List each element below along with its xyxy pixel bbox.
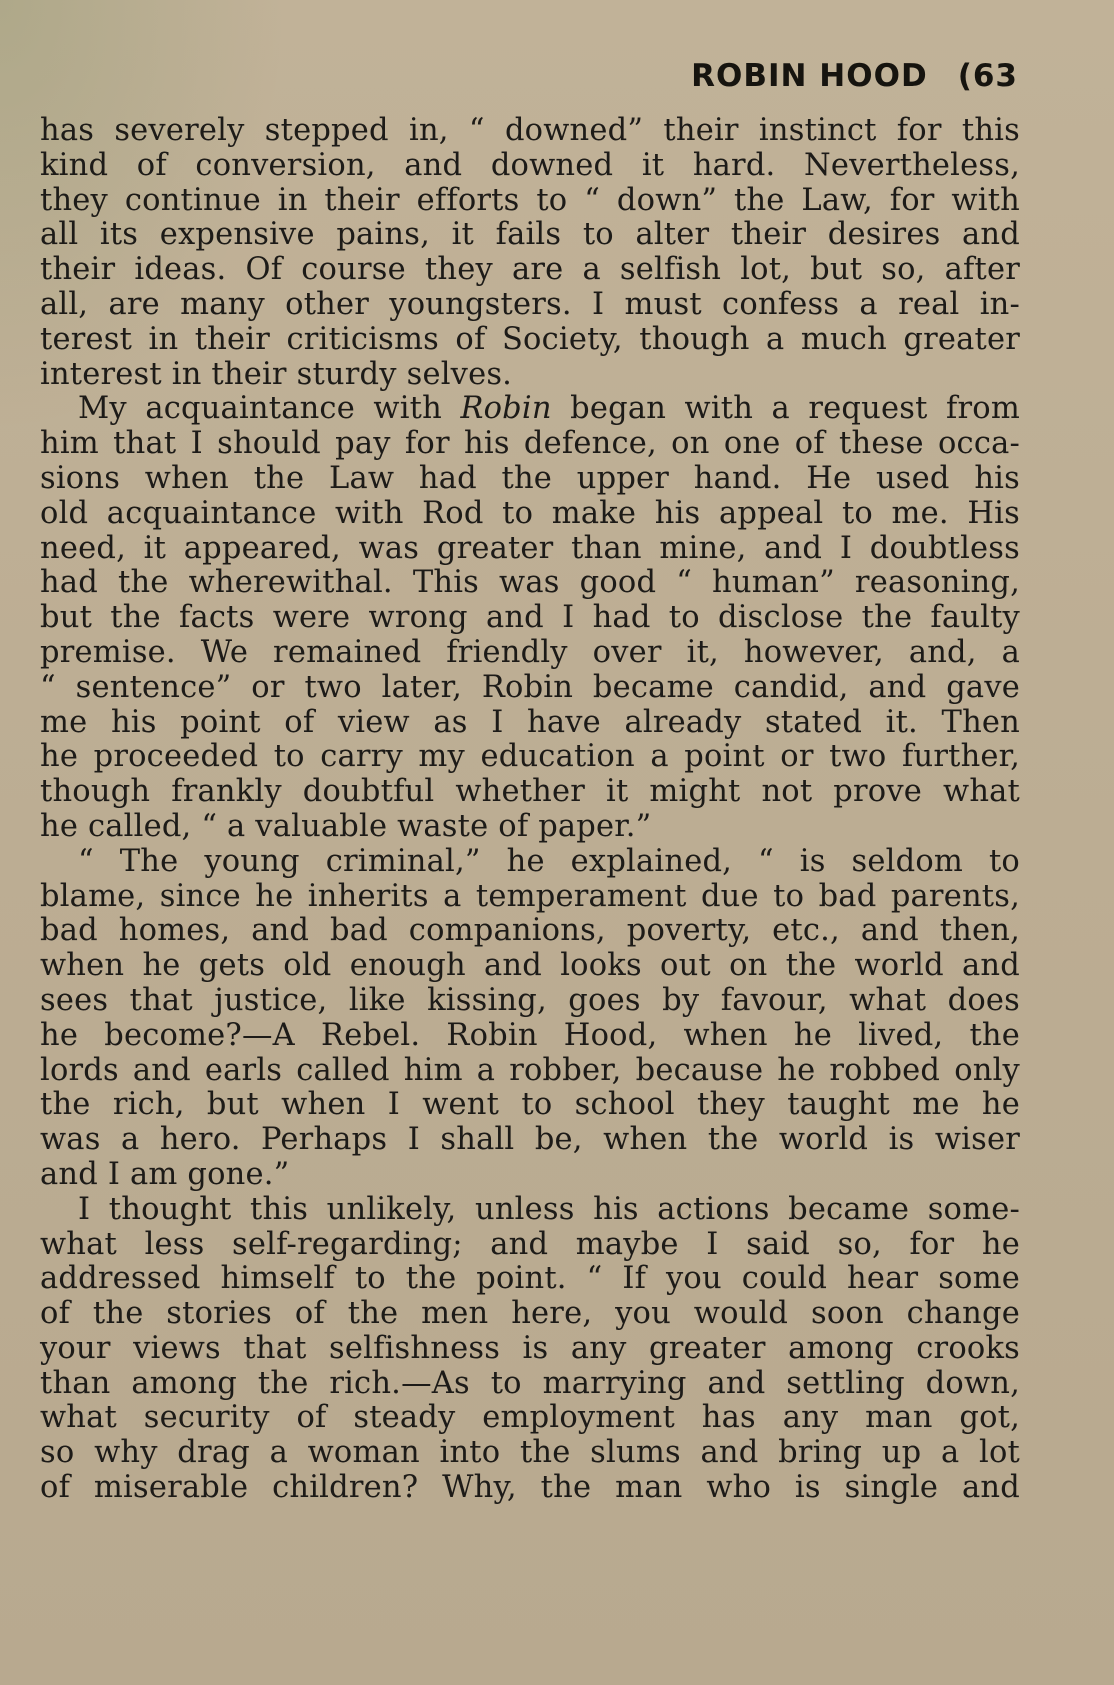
text-line: the rich, but when I went to school they taught me he xyxy=(40,1087,1020,1123)
text-line: “ sentence” or two later, Robin became candid, and gave xyxy=(40,669,1020,705)
text-line: he called, “ a valuable waste of paper.” xyxy=(40,808,652,844)
text-line: what less self-regarding; and maybe I said so, for he xyxy=(40,1226,1020,1262)
text-line: has severely stepped in, “ downed” their instinct for this xyxy=(40,113,1020,148)
text-line: had the wherewithal. This was good “ human” reasoning, xyxy=(40,565,1020,601)
text-line: so why drag a woman into the slums and bring up a lot xyxy=(40,1435,1020,1471)
text-line: but the facts were wrong and I had to disclose the faulty xyxy=(40,600,1020,636)
text-line: was a hero. Perhaps I shall be, when the world is wiser xyxy=(40,1122,1020,1158)
running-head-title: ROBIN HOOD xyxy=(691,58,928,94)
text-line: me his point of view as I have already stated it. Then xyxy=(40,704,1020,740)
text-line: he proceeded to carry my education a point or two further, xyxy=(40,739,1020,775)
text-line: blame, since he inherits a temperament due to bad parents, xyxy=(40,878,1020,914)
text-line: need, it appeared, was greater than mine, and I doubtless xyxy=(40,530,1020,566)
text-line: of the stories of the men here, you would soon change xyxy=(40,1296,1020,1332)
text-line: they continue in their efforts to “ down” the Law, for with xyxy=(40,182,1020,218)
text-line xyxy=(40,392,1020,427)
text-line: I thought this unlikely, unless his actions became some- xyxy=(78,1191,1020,1227)
page-number: (63 xyxy=(957,58,1018,94)
text-line: lords and earls called him a robber, because he robbed only xyxy=(40,1052,1020,1088)
running-head xyxy=(691,58,1018,94)
italic-name: Robin xyxy=(460,391,552,427)
text-line: and I am gone.” xyxy=(40,1156,290,1192)
body-text xyxy=(40,114,1020,1506)
text-line: he become?—A Rebel. Robin Hood, when he lived, the xyxy=(40,1017,1020,1053)
text-line: all, are many other youngsters. I must confess a real in- xyxy=(40,286,1020,322)
text-line: terest in their criticisms of Society, though a much greater xyxy=(40,321,1020,357)
text-line: than among the rich.—As to marrying and settling down, xyxy=(40,1365,1020,1401)
text-line: sees that justice, like kissing, goes by favour, what does xyxy=(40,982,1020,1018)
text-segment: began with a request from xyxy=(551,391,1020,427)
text-line: though frankly doubtful whether it might not prove what xyxy=(40,774,1020,810)
text-line: bad homes, and bad companions, poverty, etc., and then, xyxy=(40,913,1020,949)
text-line: premise. We remained friendly over it, however, and, a xyxy=(40,634,1020,670)
text-line: of miserable children? Why, the man who is single and xyxy=(40,1470,1020,1506)
text-line: “ The young criminal,” he explained, “ is seldom to xyxy=(78,843,1020,879)
text-segment: My acquaintance with xyxy=(78,391,461,427)
text-line: sions when the Law had the upper hand. He used his xyxy=(40,460,1020,496)
text-line: old acquaintance with Rod to make his appeal to me. His xyxy=(40,495,1020,531)
text-line: addressed himself to the point. “ If you could hear some xyxy=(40,1261,1020,1297)
text-line: interest in their sturdy selves. xyxy=(40,356,513,392)
text-line: what security of steady employment has any man got, xyxy=(40,1400,1020,1436)
text-line: their ideas. Of course they are a selfish lot, but so, after xyxy=(40,252,1020,288)
text-line: all its expensive pains, it fails to alter their desires and xyxy=(40,217,1020,253)
text-line: your views that selfishness is any greater among crooks xyxy=(40,1330,1020,1366)
text-line: when he gets old enough and looks out on the world and xyxy=(40,948,1020,984)
text-line: kind of conversion, and downed it hard. Nevertheless, xyxy=(40,147,1020,183)
text-line: him that I should pay for his defence, on one of these occa- xyxy=(40,426,1020,462)
